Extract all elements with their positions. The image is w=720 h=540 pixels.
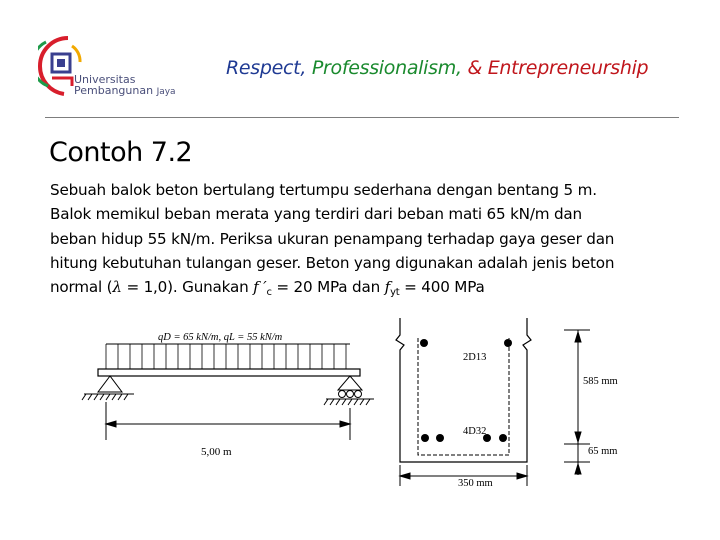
logo-line-3: Jaya: [156, 87, 176, 97]
distributed-load-arrows: [106, 344, 346, 369]
text-fragment: = 1,0). Gunakan: [121, 278, 254, 297]
logo-line-1: Universitas: [74, 73, 136, 86]
beam-elevation: [82, 344, 374, 440]
tagline-entrepreneurship: & Entrepreneurship: [467, 57, 649, 79]
text-fragment: = 20 MPa dan: [271, 278, 385, 297]
bottom-bars-label: 4D32: [463, 426, 487, 437]
span-dimension: [106, 402, 350, 440]
fc-subscript: c: [266, 287, 272, 299]
text-line: beban hidup 55 kN/m. Periksa ukuran penampang terhadap gaya geser dan: [50, 229, 615, 248]
fc-symbol: f ′: [253, 278, 267, 297]
cover-dimension-label: 65 mm: [588, 446, 618, 457]
text-line: Sebuah balok beton bertulang tertumpu sederhana dengan bentang 5 m.: [50, 181, 597, 199]
fyt-subscript: yt: [390, 287, 400, 299]
top-bar: [420, 339, 428, 347]
text-fragment: = 400 MPa: [399, 278, 485, 297]
text-fragment: normal (: [50, 278, 113, 297]
beam-cross-section: [396, 318, 590, 486]
width-dimension-label: 350 mm: [458, 478, 493, 489]
bottom-bar: [499, 434, 507, 442]
text-line: Balok memikul beban merata yang terdiri dari beban mati 65 kN/m dan: [50, 205, 582, 224]
beam: [98, 369, 360, 376]
section-outline: [396, 318, 531, 462]
top-bar: [504, 339, 512, 347]
text-line: hitung kebutuhan tulangan geser. Beton yang digunakan adalah jenis beton: [50, 253, 615, 272]
roller-support: [324, 376, 374, 405]
lambda-symbol: λ: [112, 278, 122, 297]
bottom-bar: [421, 434, 429, 442]
span-label: 5,00 m: [201, 446, 232, 458]
top-bars-label: 2D13: [463, 352, 487, 363]
logo-line-2: Pembangunan: [74, 84, 154, 97]
slide-title: Contoh 7.2: [49, 137, 193, 168]
tagline-respect: Respect,: [226, 57, 312, 79]
pin-support: [82, 376, 134, 400]
bottom-bar: [436, 434, 444, 442]
fyt-symbol: f: [384, 278, 391, 297]
tagline-professionalism: Professionalism,: [311, 57, 468, 79]
load-label: qD = 65 kN/m, qL = 55 kN/m: [158, 332, 283, 343]
vertical-dimension: [564, 330, 590, 475]
height-dimension-label: 585 mm: [583, 376, 618, 387]
